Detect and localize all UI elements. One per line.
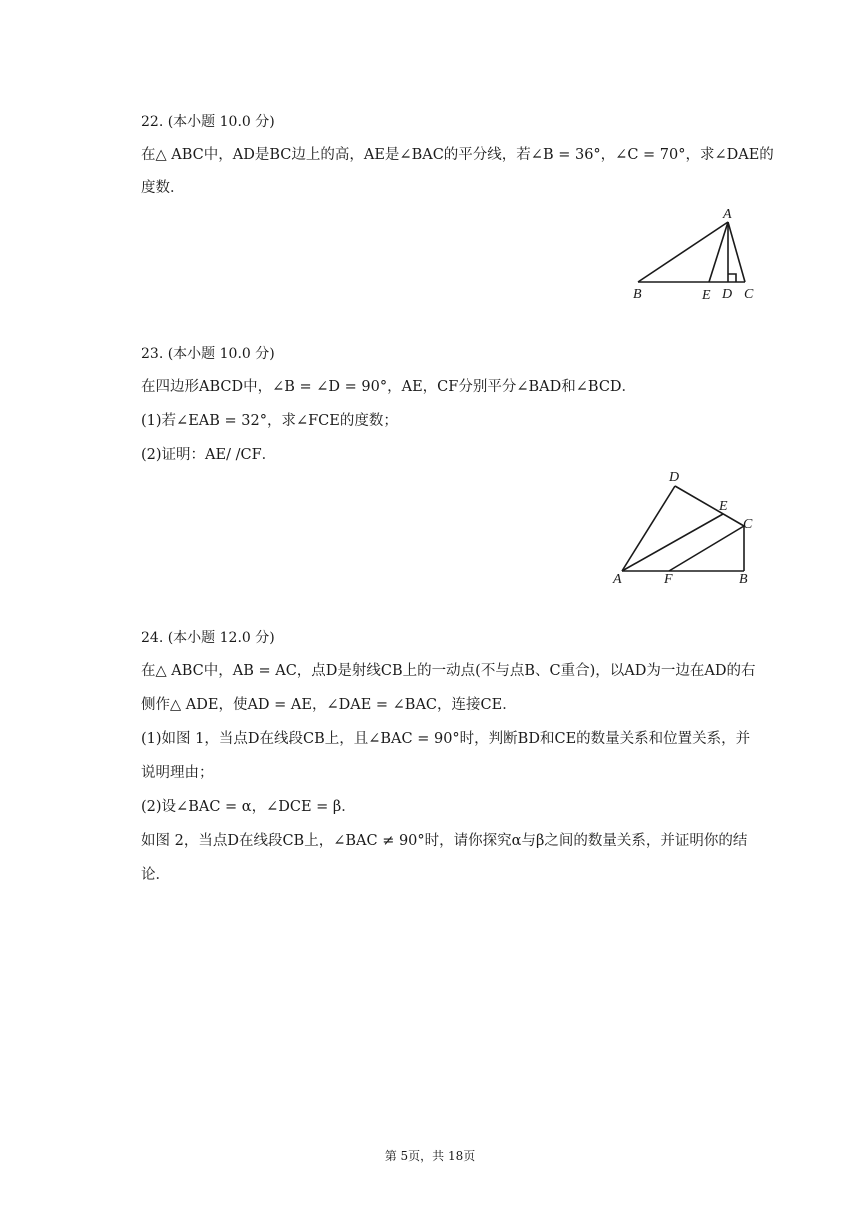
q23-label-A: A — [613, 572, 622, 587]
q23-label-E: E — [719, 499, 728, 514]
q24-text-line1: 在△ ABC中，AB = AC，点D是射线CB上的一动点(不与点B、C重合)，以AD为一边在AD的右 — [141, 663, 756, 679]
q24-part1-line1: (1)如图 1，当点D在线段CB上，且∠BAC = 90°时，判断BD和CE的数量关系和位置关系，并 — [141, 731, 751, 747]
q23-part2: (2)证明：AE/ /CF． — [141, 447, 277, 463]
q22-label-E: E — [702, 288, 711, 303]
q22-label-C: C — [744, 287, 754, 302]
q22-label-A: A — [723, 207, 732, 222]
q23-label-D: D — [669, 470, 680, 485]
q24-part2-line3: 论． — [141, 867, 170, 883]
q23-label-C: C — [743, 517, 753, 532]
q23-label-F: F — [664, 572, 673, 587]
q22-header: 22. (本小题 10.0 分) — [141, 114, 275, 130]
q23-text-line1: 在四边形ABCD中，∠B = ∠D = 90°，AE，CF分别平分∠BAD和∠BCD． — [141, 379, 637, 395]
q22-label-B: B — [633, 287, 642, 302]
q24-part2-line1: (2)设∠BAC = α，∠DCE = β． — [141, 799, 356, 815]
q24-header: 24. (本小题 12.0 分) — [141, 630, 275, 646]
q24-part2-line2: 如图 2，当点D在线段CB上，∠BAC ≠ 90°时，请你探究α与β之间的数量关系，并证明你的结 — [141, 833, 748, 849]
q22-text-line2: 度数． — [141, 180, 185, 196]
q23-figure — [605, 465, 775, 590]
page-footer: 第 5页，共 18页 — [384, 1149, 476, 1163]
q22-text-line1: 在△ ABC中，AD是BC边上的高，AE是∠BAC的平分线，若∠B = 36°，∠C = 70°，求∠DAE的 — [141, 147, 774, 163]
q24-part1-line2: 说明理由； — [141, 765, 214, 781]
q23-label-B: B — [739, 572, 748, 587]
q22-figure — [620, 200, 790, 310]
q24-text-line2: 侧作△ ADE，使AD = AE，∠DAE = ∠BAC，连接CE． — [141, 697, 517, 713]
q22-label-D: D — [722, 287, 733, 302]
q23-header: 23. (本小题 10.0 分) — [141, 346, 275, 362]
q23-part1: (1)若∠EAB = 32°，求∠FCE的度数； — [141, 413, 398, 429]
